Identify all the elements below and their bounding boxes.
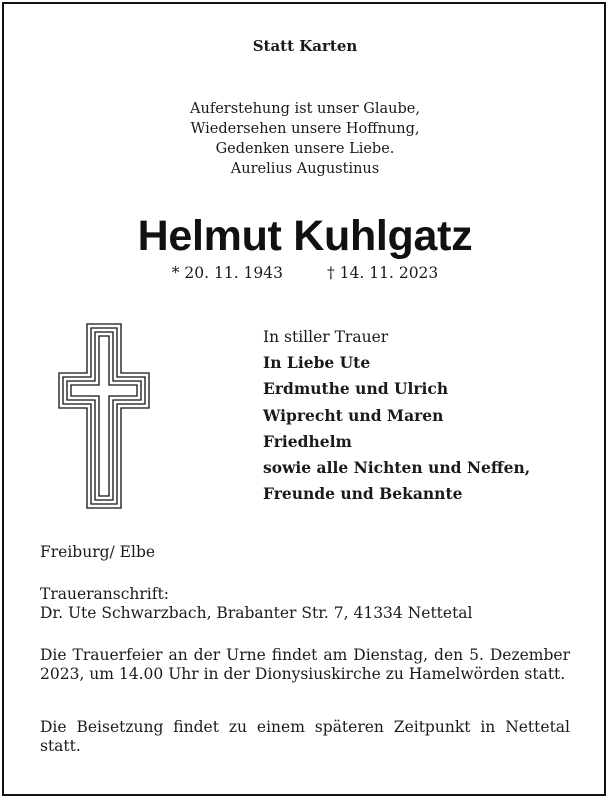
mourning-intro: In stiller Trauer	[263, 328, 389, 346]
quote-line: Gedenken unsere Liebe.	[215, 141, 395, 157]
mourner-line: Friedhelm	[263, 431, 352, 451]
birth-date: * 20. 11. 1943	[171, 264, 283, 282]
mourner-line: Erdmuthe und Ulrich	[263, 379, 449, 399]
mourner-line: Wiprecht und Maren	[263, 405, 444, 425]
address-label: Traueranschrift:	[40, 585, 169, 603]
address: Dr. Ute Schwarzbach, Brabanter Str. 7, 41334 Nettetal	[40, 604, 473, 622]
cross-icon	[58, 323, 150, 509]
mourner-line: sowie alle Nichten und Neffen,	[263, 458, 531, 478]
mourner-line: In Liebe Ute	[263, 353, 371, 373]
funeral-info: Die Trauerfeier an der Urne findet am Dienstag, den 5. Dezember 2023, um 14.00 Uhr in der Dionysiuskirche zu Hamelwörden statt.	[40, 646, 570, 683]
deceased-name: Helmut Kuhlgatz	[137, 212, 473, 260]
header-statt-karten: Statt Karten	[252, 37, 358, 55]
burial-info: Die Beisetzung findet zu einem späteren Zeitpunkt in Nettetal statt.	[40, 718, 570, 755]
mourner-line: Freunde und Bekannte	[263, 484, 463, 504]
quote-line: Auferstehung ist unser Glaube,	[190, 101, 420, 117]
quote-block	[0, 99, 610, 179]
life-dates	[0, 264, 610, 282]
quote-author: Aurelius Augustinus	[230, 161, 380, 177]
quote-line: Wiedersehen unsere Hoffnung,	[190, 121, 420, 137]
address-block	[40, 585, 473, 623]
mourners-block	[263, 324, 530, 507]
place: Freiburg/ Elbe	[40, 543, 156, 561]
death-date: † 14. 11. 2023	[327, 264, 439, 282]
